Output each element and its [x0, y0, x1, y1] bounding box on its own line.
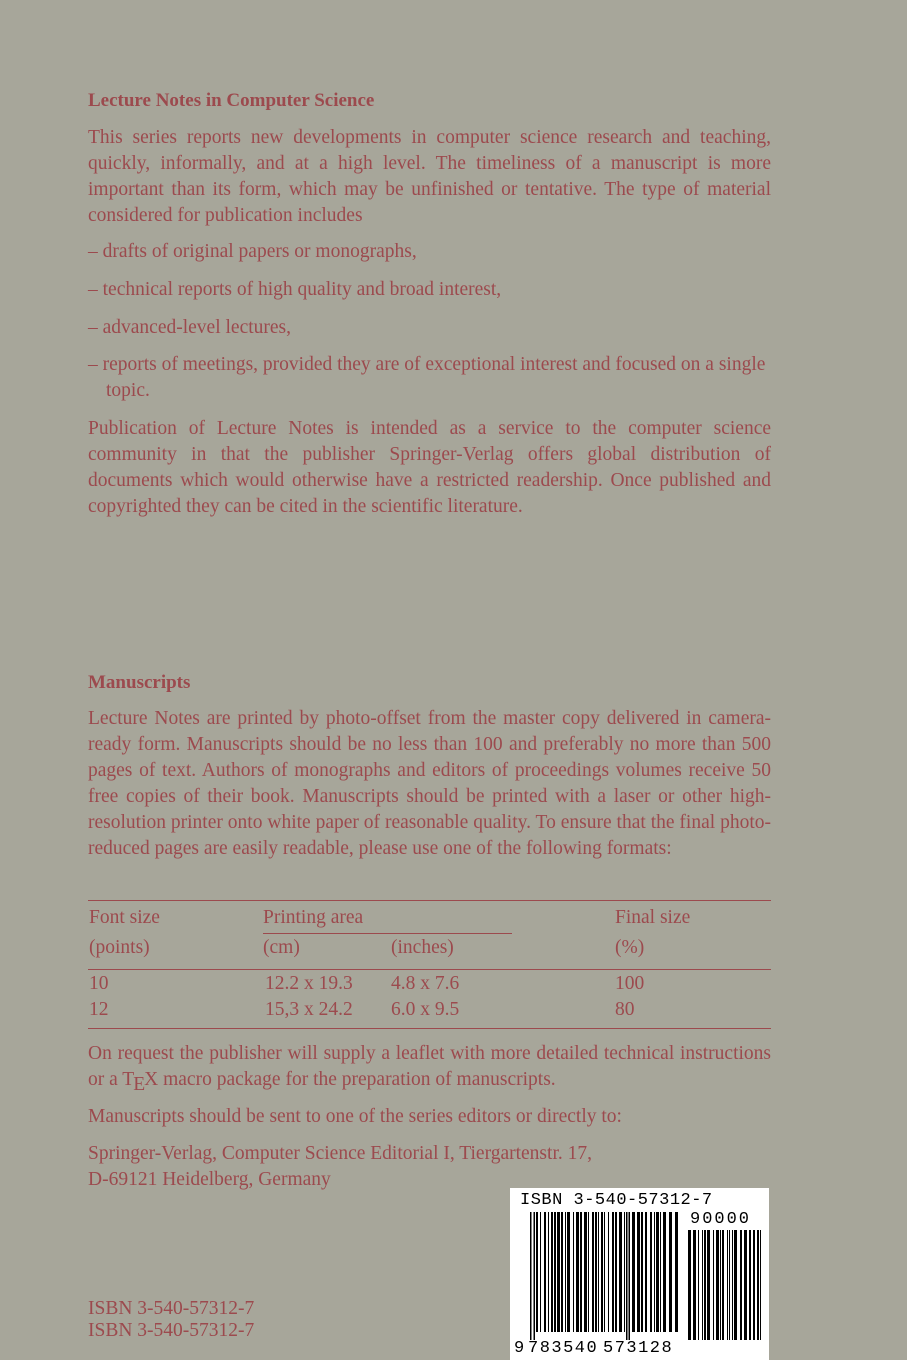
barcode: [510, 1188, 769, 1360]
header-percent: (%): [615, 937, 645, 958]
barcode-bar: [656, 1212, 659, 1332]
barcode-bar: [557, 1212, 560, 1332]
row-inches: 6.0 x 9.5: [391, 999, 460, 1020]
barcode-bar: [740, 1230, 742, 1340]
tex-e: E: [133, 1074, 146, 1095]
barcode-bar: [645, 1212, 647, 1332]
table-bottom-rule: [88, 1028, 771, 1029]
barcode-bar: [650, 1212, 652, 1332]
barcode-bar: [534, 1212, 536, 1340]
send-to-paragraph: Manuscripts should be sent to one of the series editors or directly to:: [88, 1106, 622, 1127]
barcode-bar: [675, 1212, 678, 1332]
barcode-bar: [565, 1212, 566, 1332]
barcode-isbn-text: ISBN 3-540-57312-7: [520, 1191, 713, 1210]
barcode-bar: [536, 1212, 538, 1332]
barcode-bar: [753, 1230, 755, 1340]
barcode-bar: [551, 1212, 553, 1332]
request-text-after: macro package for the preparation of manuscripts.: [158, 1069, 556, 1090]
barcode-addon-bars: [688, 1230, 761, 1340]
barcode-main-bars: [530, 1212, 678, 1340]
row-points: 12: [89, 999, 109, 1020]
row-cm: 15,3 x 24.2: [265, 999, 353, 1020]
barcode-bar: [561, 1212, 563, 1332]
barcode-bar: [760, 1230, 761, 1340]
address: [88, 1141, 771, 1193]
barcode-bar: [757, 1230, 759, 1340]
barcode-bar: [604, 1212, 605, 1332]
barcode-bar: [573, 1212, 574, 1332]
barcode-bar: [588, 1212, 589, 1332]
barcode-bar: [744, 1230, 747, 1340]
barcode-bar: [688, 1230, 691, 1340]
barcode-bar: [595, 1212, 597, 1332]
request-paragraph: [88, 1041, 771, 1093]
barcode-bar: [592, 1212, 594, 1332]
manuscripts-intro-paragraph: Lecture Notes are printed by photo-offset from the master copy delivered in camera-ready form. Manuscripts should be no less than 100 and preferably no more than 500 pages of text. Authors of monographs and editors of proceedings volumes receive 50 free copies of their book. Manuscripts should be printed with a laser or other high-resolution printer onto white paper of reasonable quality. To ensure that the final photo-reduced pages are easily readable, please use one of the following formats:: [88, 708, 771, 859]
barcode-bar: [727, 1230, 728, 1340]
table-top-rule: [88, 900, 771, 901]
barcode-bar: [548, 1212, 549, 1332]
table-header-rule: [88, 969, 771, 970]
list-item: – drafts of original papers or monographs,: [88, 241, 417, 262]
request-text-before: On request the publisher will supply a leaflet with more detailed technical instructions or a: [88, 1043, 771, 1090]
header-final-size: Final size: [615, 907, 691, 928]
barcode-bar: [713, 1230, 714, 1340]
row-inches: 4.8 x 7.6: [391, 973, 460, 994]
header-inches: (inches): [391, 937, 454, 958]
barcode-bar: [749, 1230, 751, 1340]
barcode-right-digits: 573128: [603, 1339, 674, 1358]
series-heading: Lecture Notes in Computer Science: [88, 90, 375, 111]
series-intro-paragraph: This series reports new developments in computer science research and teaching, quickly, informally, and at a high level. The timeliness of a manuscript is more important than its form, which may be unfinished or tentative. The type of material considered for publication includes: [88, 127, 771, 226]
isbn-line-1: ISBN 3-540-57312-7: [88, 1298, 255, 1319]
barcode-bar: [702, 1230, 703, 1340]
barcode-bar: [729, 1230, 730, 1340]
tex-x: X: [144, 1069, 159, 1090]
barcode-bar: [720, 1230, 721, 1340]
barcode-bar: [641, 1212, 643, 1332]
row-cm: 12.2 x 19.3: [265, 973, 353, 994]
tex-t: T: [122, 1069, 135, 1090]
barcode-bar: [732, 1230, 733, 1340]
series-outro-paragraph: Publication of Lecture Notes is intended as a service to the computer science community in that the publisher Springer-Verlag offers global distribution of documents which would otherwise have a restricted readership. Once published and copyrighted they can be cited in the scientific literature.: [88, 418, 771, 517]
header-printing-area: Printing area: [263, 907, 364, 928]
header-cm: (cm): [263, 937, 300, 958]
barcode-bar: [580, 1212, 582, 1332]
barcode-bar: [567, 1212, 570, 1332]
header-font-size: Font size: [89, 907, 160, 928]
barcode-bar: [576, 1212, 579, 1332]
barcode-bar: [669, 1212, 672, 1332]
header-points: (points): [89, 937, 150, 958]
barcode-bar: [698, 1230, 699, 1340]
barcode-bar: [660, 1212, 661, 1332]
barcode-bar: [612, 1212, 614, 1332]
isbn-line-2: ISBN 3-540-57312-7: [88, 1320, 255, 1341]
barcode-bar: [734, 1230, 737, 1340]
barcode-bar: [654, 1212, 655, 1332]
barcode-graphic: [510, 1188, 769, 1360]
printing-area-rule: [263, 933, 512, 934]
barcode-bar: [722, 1230, 724, 1340]
barcode-left-digits: 783540: [528, 1339, 599, 1358]
barcode-bar: [693, 1230, 696, 1340]
barcode-bar: [619, 1212, 622, 1332]
address-line-1: Springer-Verlag, Computer Science Editorial I, Tiergartenstr. 17,: [88, 1143, 592, 1164]
barcode-bar: [540, 1212, 541, 1332]
barcode-bar: [530, 1212, 532, 1340]
barcode-bar: [632, 1212, 635, 1332]
barcode-bar: [626, 1212, 628, 1340]
barcode-first-digit: 9: [514, 1339, 525, 1358]
barcode-bar: [544, 1212, 546, 1332]
barcode-bar: [637, 1212, 640, 1332]
barcode-bar: [601, 1212, 603, 1332]
tex-logo: [122, 1069, 159, 1095]
row-points: 10: [89, 973, 109, 994]
barcode-bar: [615, 1212, 617, 1332]
barcode-bar: [629, 1212, 631, 1340]
address-line-2: D-69121 Heidelberg, Germany: [88, 1169, 331, 1190]
barcode-addon-digits: 90000: [690, 1210, 752, 1229]
barcode-bar: [584, 1212, 587, 1332]
barcode-bar: [624, 1212, 625, 1332]
barcode-bar: [663, 1212, 666, 1332]
list-item: – technical reports of high quality and broad interest,: [88, 279, 502, 300]
list-item: – reports of meetings, provided they are of exceptional interest and focused on a single topic.: [88, 354, 766, 401]
barcode-bar: [608, 1212, 609, 1332]
barcode-bar: [554, 1212, 556, 1332]
list-item: – advanced-level lectures,: [88, 317, 292, 338]
barcode-bar: [704, 1230, 706, 1340]
manuscripts-heading: Manuscripts: [88, 672, 191, 693]
row-final: 100: [615, 973, 645, 994]
barcode-bar: [598, 1212, 599, 1332]
barcode-bar: [716, 1230, 719, 1340]
row-final: 80: [615, 999, 635, 1020]
barcode-bar: [707, 1230, 710, 1340]
